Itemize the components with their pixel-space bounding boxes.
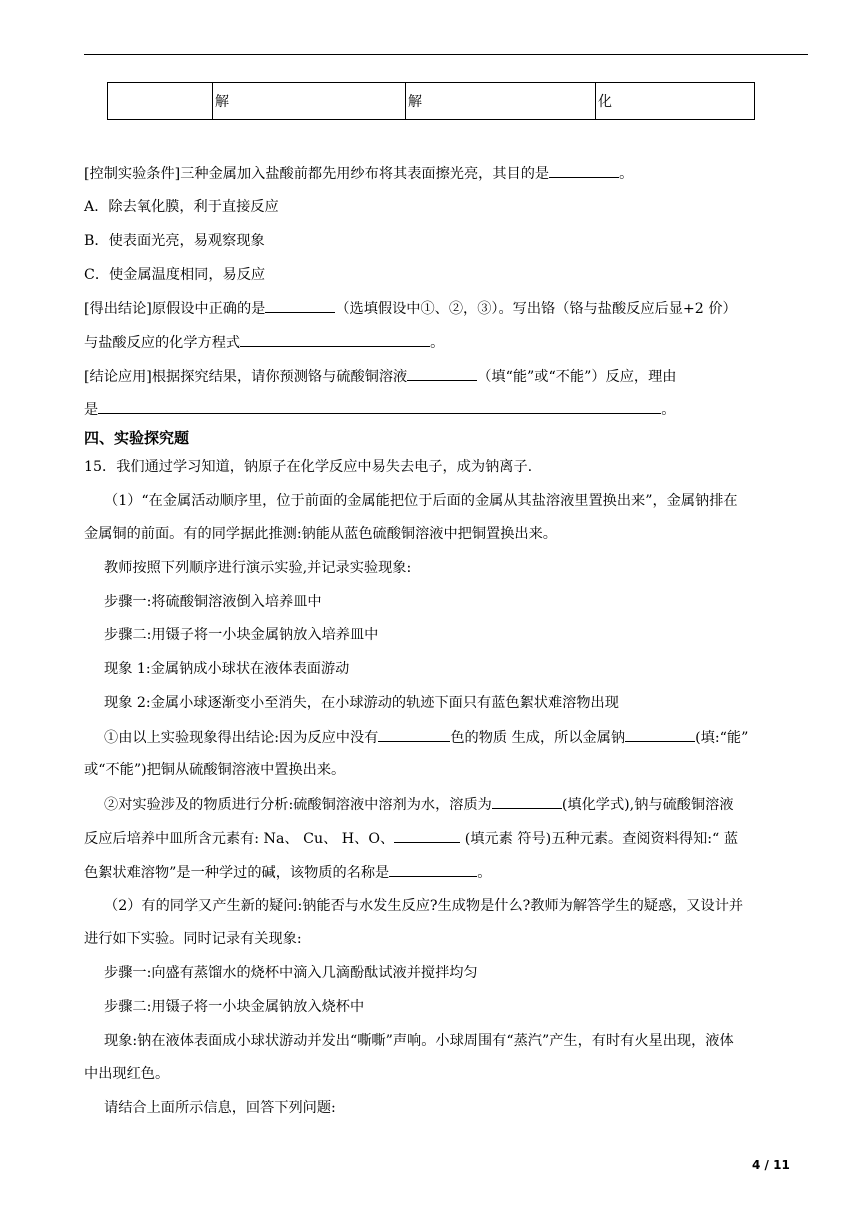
q15-conclusion1-cont: 或“不能”)把铜从硫酸铜溶液中置换出来。 bbox=[84, 762, 346, 778]
q15-analysis: ②对实验涉及的物质进行分析:硫酸铜溶液中溶剂为水，溶质为 (填化学式),钠与硫酸铜溶液 bbox=[104, 794, 734, 815]
q15-conclusion1: ①由以上实验现象得出结论:因为反应中没有 色的物质 生成，所以金属钠 (填:“能” bbox=[104, 727, 748, 748]
q15-prompt: 请结合上面所示信息，回答下列问题: bbox=[104, 1100, 336, 1116]
answer-blank[interactable] bbox=[98, 399, 661, 414]
equation-question: 与盐酸反应的化学方程式 。 bbox=[84, 332, 444, 353]
option-b: B．使表面光亮，易观察现象 bbox=[84, 233, 265, 249]
table-row bbox=[108, 83, 755, 120]
answer-blank[interactable] bbox=[389, 862, 477, 877]
continued-table bbox=[107, 82, 755, 120]
conclusion-question: [得出结论]原假设中正确的是 （选填假设中①、②，③）。写出铬（铬与盐酸反应后显+2 价） bbox=[84, 298, 737, 319]
q15-intro: 15．我们通过学习知道，钠原子在化学反应中易失去电子，成为钠离子. bbox=[84, 459, 533, 475]
q15-teacher: 教师按照下列顺序进行演示实验,并记录实验现象: bbox=[104, 560, 412, 576]
q15-analysis-cont: 反应后培养中皿所含元素有: Na、 Cu、 H、O、 (填元素 符号)五种元素。查阅资料得知:“ 蓝 bbox=[84, 828, 738, 849]
answer-blank[interactable] bbox=[378, 727, 450, 742]
control-conditions-question: [控制实验条件]三种金属加入盐酸前都先用纱布将其表面擦光亮，其目的是 。 bbox=[84, 163, 633, 184]
q15-part1-line1: （1）“在金属活动顺序里，位于前面的金属能把位于后面的金属从其盐溶液里置换出来”，金属钠排在 bbox=[104, 493, 738, 509]
q15-phenomenon1: 现象 1:金属钠成小球状在液体表面游动 bbox=[104, 661, 350, 677]
q15-phenomenon3: 现象:钠在液体表面成小球状游动并发出“嘶嘶”声响。小球周围有“蒸汽”产生，有时有火星出现，液体 bbox=[104, 1033, 734, 1049]
q15-part2-step1: 步骤一:向盛有蒸馏水的烧杯中滴入几滴酚酞试液并搅拌均匀 bbox=[104, 965, 478, 981]
q15-analysis-cont2: 色絮状难溶物”是一种学过的碱，该物质的名称是 。 bbox=[84, 862, 491, 883]
table-cell bbox=[108, 83, 213, 120]
table-cell: 解 bbox=[406, 83, 596, 120]
option-a: A．除去氧化膜，利于直接反应 bbox=[84, 199, 279, 215]
q15-part2-step2: 步骤二:用镊子将一小块金属钠放入烧杯中 bbox=[104, 999, 365, 1015]
table-cell: 化 bbox=[596, 83, 755, 120]
option-c: C．使金属温度相同，易反应 bbox=[84, 267, 266, 283]
table-cell: 解 bbox=[213, 83, 406, 120]
answer-blank[interactable] bbox=[265, 298, 335, 313]
answer-blank[interactable] bbox=[549, 163, 619, 178]
header-rule bbox=[84, 54, 808, 55]
answer-blank[interactable] bbox=[240, 332, 430, 347]
application-question: [结论应用]根据探究结果，请你预测铬与硫酸铜溶液 （填“能”或“不能”）反应，理由 bbox=[84, 366, 676, 387]
q15-part1-line2: 金属铜的前面。有的同学据此推测:钠能从蓝色硫酸铜溶液中把铜置换出来。 bbox=[84, 526, 557, 542]
reason-question: 是 。 bbox=[84, 399, 675, 420]
q15-part2-line2: 进行如下实验。同时记录有关现象: bbox=[84, 931, 302, 947]
answer-blank[interactable] bbox=[492, 794, 562, 809]
section-heading: 四、实验探究题 bbox=[84, 429, 190, 447]
answer-blank[interactable] bbox=[394, 828, 460, 843]
q15-part2-line1: （2）有的同学又产生新的疑问:钠能否与水发生反应?生成物是什么?教师为解答学生的疑惑，又设计并 bbox=[104, 898, 744, 914]
q15-phenomenon3-cont: 中出现红色。 bbox=[84, 1066, 170, 1082]
page-number: 4 / 11 bbox=[752, 1158, 790, 1172]
answer-blank[interactable] bbox=[407, 366, 477, 381]
q15-step2: 步骤二:用镊子将一小块金属钠放入培养皿中 bbox=[104, 627, 379, 643]
q15-step1: 步骤一:将硫酸铜溶液倒入培养皿中 bbox=[104, 594, 322, 610]
answer-blank[interactable] bbox=[625, 727, 695, 742]
q15-phenomenon2: 现象 2:金属小球逐渐变小至消失，在小球游动的轨迹下面只有蓝色絮状难溶物出现 bbox=[104, 695, 619, 711]
